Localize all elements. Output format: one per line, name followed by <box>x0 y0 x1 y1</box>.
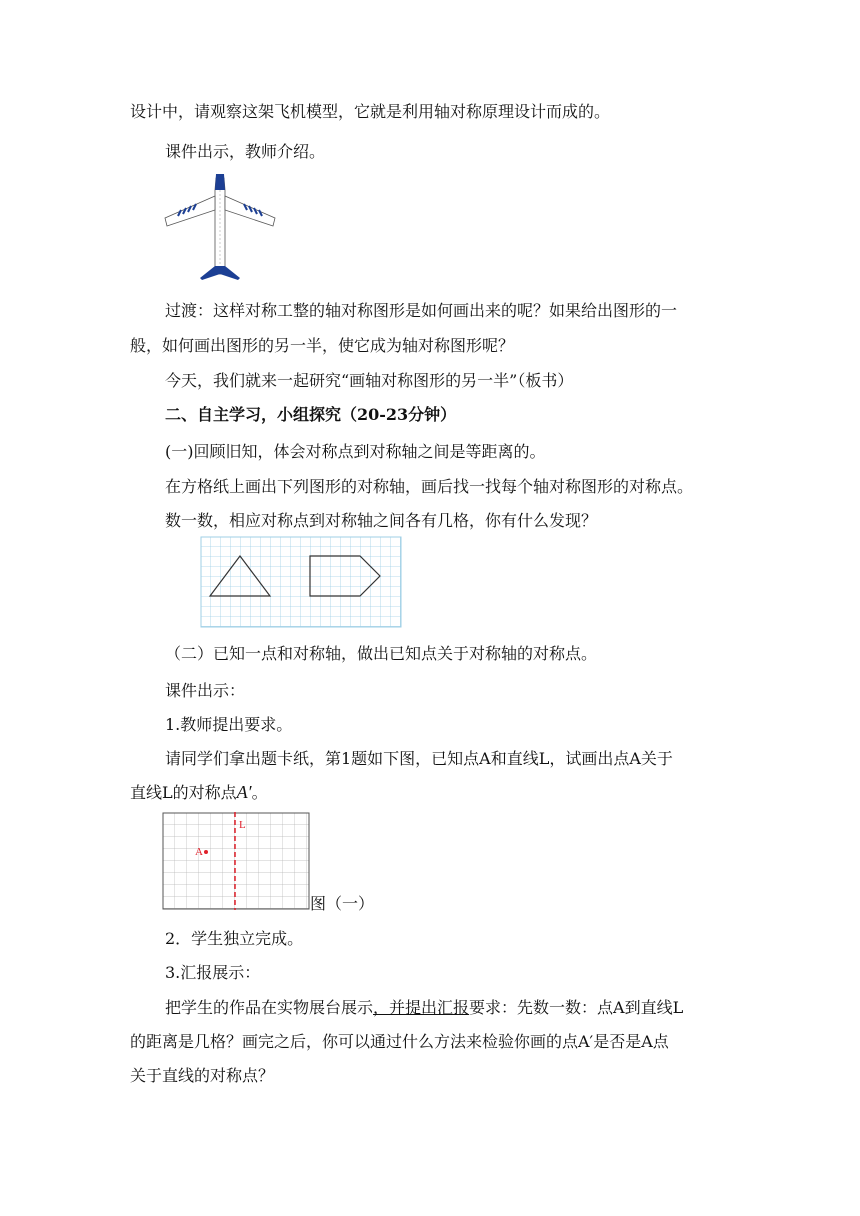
paragraph-transition-line2: 般，如何画出图形的另一半，使它成为轴对称图形呢？ <box>130 336 515 355</box>
paragraph-step1: 1.教师提出要求。 <box>165 715 293 734</box>
paragraph-transition-line1: 过渡：这样对称工整的轴对称图形是如何画出来的呢？如果给出图形的一 <box>165 301 678 320</box>
paragraph-task-line2 <box>130 781 268 804</box>
grid-figure-shapes <box>200 536 402 628</box>
report-text: 把学生的作品在实物展台展示 <box>165 998 374 1017</box>
symbol-a-prime: A′ <box>236 782 252 802</box>
section-heading-2: 二、自主学习，小组探究（20-23分钟） <box>165 405 457 424</box>
paragraph-courseware: 课件出示，教师介绍。 <box>165 142 326 161</box>
task-end: 。 <box>251 783 268 802</box>
point-a <box>204 850 208 854</box>
label-l: L <box>239 819 246 831</box>
paragraph-step3: 3.汇报展示： <box>165 963 261 982</box>
figure-caption: 图（一） <box>310 894 375 913</box>
report-text-end: 要求：先数一数：点A到直线L <box>469 998 684 1017</box>
task-text: 直线L的对称点 <box>130 783 237 802</box>
paragraph-today: 今天，我们就来一起研究“画轴对称图形的另一半”（板书） <box>165 371 574 390</box>
label-a: A <box>195 846 203 858</box>
paragraph-intro: 设计中，请观察这架飞机模型，它就是利用轴对称原理设计而成的。 <box>130 102 611 121</box>
paragraph-report-line2: 的距离是几格？画完之后，你可以通过什么方法来检验你画的点A′是否是A点 <box>130 1032 669 1051</box>
paragraph-symmetric-point: （二）已知一点和对称轴，做出已知点关于对称轴的对称点。 <box>165 644 598 663</box>
airplane-model-figure <box>160 170 280 282</box>
paragraph-count: 数一数，相应对称点到对称轴之间各有几格，你有什么发现？ <box>165 511 598 530</box>
paragraph-report-line3: 关于直线的对称点？ <box>130 1066 275 1085</box>
grid-figure-point-line <box>162 812 310 910</box>
paragraph-review: (一)回顾旧知，体会对称点到对称轴之间是等距离的。 <box>165 442 546 461</box>
paragraph-courseware-2: 课件出示： <box>165 681 246 700</box>
paragraph-grid-instruction: 在方格纸上画出下列图形的对称轴，画后找一找每个轴对称图形的对称点。 <box>165 477 694 496</box>
paragraph-report-line1 <box>165 997 683 1019</box>
report-underlined: ，并提出汇报 <box>373 998 470 1017</box>
paragraph-task-line1: 请同学们拿出题卡纸，第1题如下图，已知点A和直线L，试画出点A关于 <box>165 749 673 768</box>
paragraph-step2: 2．学生独立完成。 <box>165 929 304 948</box>
